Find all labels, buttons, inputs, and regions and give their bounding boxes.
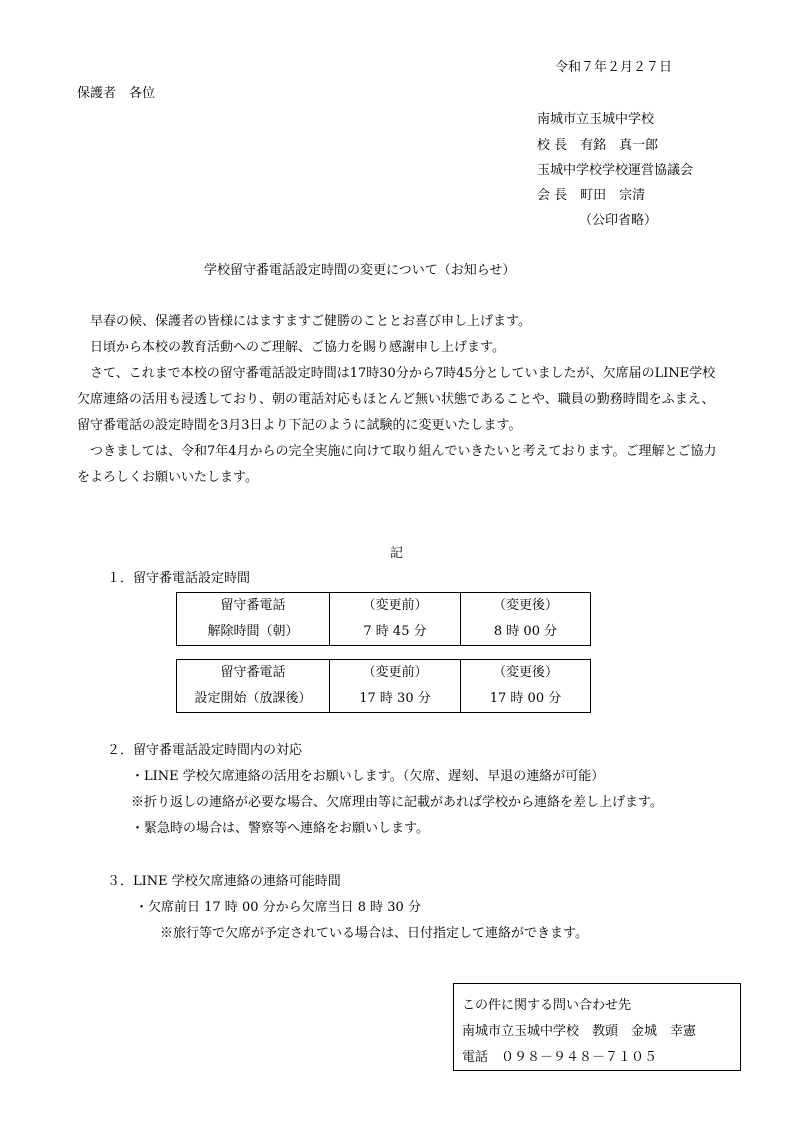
contact-phone: 電話 ０９８－９４８－７１０５ [462, 1050, 658, 1065]
morning-time-table [176, 592, 591, 646]
ki-mark: 記 [390, 546, 404, 561]
morning-label-line2: 解除時間（朝） [207, 624, 299, 639]
morning-after-value: 8 時 00 分 [493, 624, 558, 639]
morning-label-cell [177, 593, 330, 646]
afterschool-before-header: （変更前） [362, 665, 428, 680]
afterschool-before-value: 17 時 30 分 [359, 691, 431, 706]
morning-after-header: （変更後） [492, 598, 558, 613]
section2-item-emergency: ・緊急時の場合は、警察等へ連絡をお願いします。 [131, 821, 429, 836]
sender-principal: 校 長 有銘 真一郎 [537, 138, 659, 153]
section2-item-line: ・LINE 学校欠席連絡の活用をお願いします。（欠席、遅刻、早退の連絡が可能） [131, 769, 605, 784]
seal-omitted-note: （公印省略） [579, 213, 658, 228]
morning-before-cell [330, 593, 461, 646]
morning-before-value: 7 時 45 分 [363, 624, 427, 639]
section3-note-travel: ※旅行等で欠席が予定されている場合は、日付指定して連絡ができます。 [160, 926, 588, 941]
body-paragraph-request: つきましては、令和7年4月からの完全実施に向けて取り組んでいきたいと考えております。ご理解とご協力をよろしくお願いいたします。 [77, 444, 717, 485]
section3-heading: ３．LINE 学校欠席連絡の連絡可能時間 [107, 874, 341, 889]
section1-heading: １．留守番電話設定時間 [107, 571, 251, 586]
body-paragraph-greeting: 早春の候、保護者の皆様にはますますご健勝のこととお喜び申し上げます。 [90, 314, 531, 329]
afterschool-label-line1: 留守番電話 [220, 665, 286, 680]
afterschool-before-cell [330, 660, 461, 713]
afterschool-after-value: 17 時 00 分 [489, 691, 562, 706]
afterschool-after-cell [461, 660, 591, 713]
morning-label-line1: 留守番電話 [220, 598, 286, 613]
section2-note-callback: ※折り返しの連絡が必要な場合、欠席理由等に記載があれば学校から連絡を差し上げます。 [131, 795, 663, 810]
contact-heading: この件に関する問い合わせ先 [462, 998, 632, 1013]
section3-item-hours: ・欠席前日 17 時 00 分から欠席当日 8 時 30 分 [135, 900, 421, 915]
contact-box [453, 983, 741, 1071]
body-text [77, 309, 717, 491]
sender-council: 玉城中学校学校運営協議会 [537, 163, 694, 178]
sender-chair: 会 長 町田 宗清 [537, 188, 646, 203]
section2-heading: ２．留守番電話設定時間内の対応 [107, 743, 303, 758]
body-paragraph-change: さて、これまで本校の留守番電話設定時間は17時30分から7時45分としていましたが、欠席届のLINE学校欠席連絡の活用も浸透しており、朝の電話対応もほとんど無い状態であることや、職員の勤務時間をふまえ、留守番電話の設定時間を3月3日より下記のように試験的に変更いたします。 [77, 366, 716, 433]
morning-after-cell [461, 593, 591, 646]
afterschool-label-cell [177, 660, 330, 713]
sender-school: 南城市立玉城中学校 [537, 112, 655, 127]
page-title: 学校留守番電話設定時間の変更について（お知らせ） [204, 263, 516, 278]
afterschool-after-header: （変更後） [492, 665, 558, 680]
body-paragraph-thanks: 日頃から本校の教育活動へのご理解、ご協力を賜り感謝申し上げます。 [90, 340, 505, 355]
recipient: 保護者 各位 [77, 86, 156, 101]
contact-person: 南城市立玉城中学校 教頭 金城 幸憲 [462, 1024, 697, 1039]
afterschool-label-line2: 設定開始（放課後） [194, 691, 312, 706]
document-date: 令和７年２月２７日 [555, 60, 673, 75]
morning-before-header: （変更前） [362, 598, 428, 613]
afterschool-time-table [176, 659, 591, 713]
